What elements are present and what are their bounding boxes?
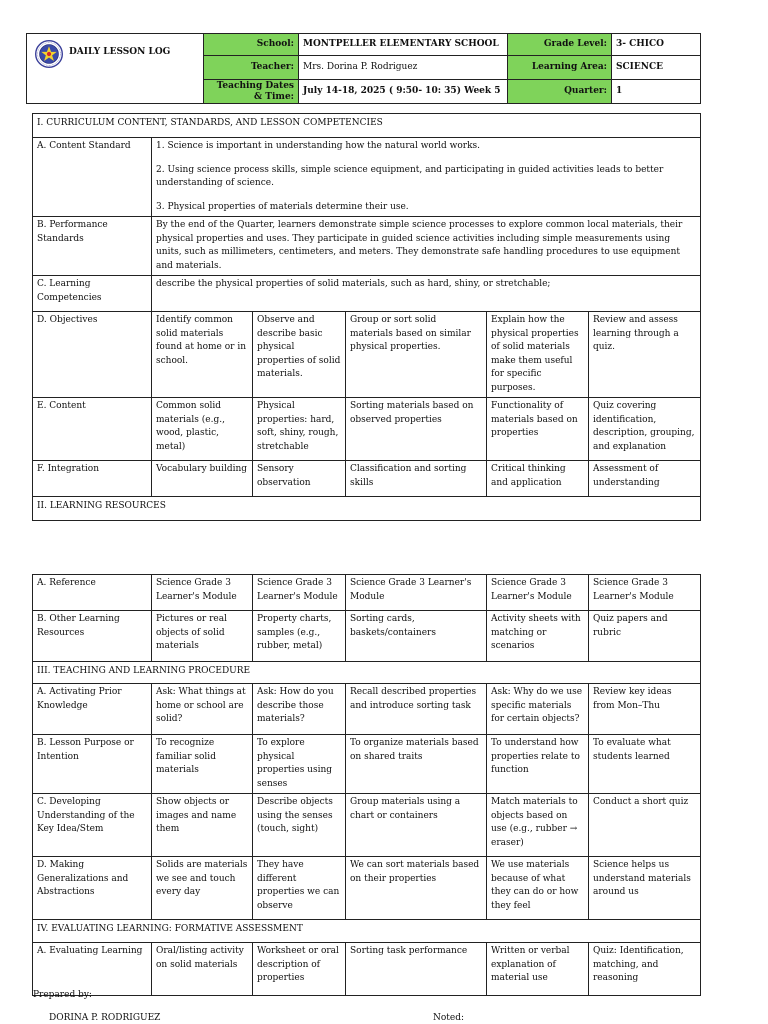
quarter-label: Quarter:	[508, 80, 612, 104]
teacher-value: Mrs. Dorina P. Rodriguez	[299, 56, 508, 80]
integration-day: Critical thinking and application	[487, 461, 589, 497]
performance-standards-label: B. Performance Standards	[33, 217, 152, 276]
other-resources-day: Pictures or real objects of solid materials	[152, 611, 253, 662]
evaluating-day: Written or verbal explanation of material use	[487, 943, 589, 996]
developing-day: Group materials using a chart or containers	[346, 794, 487, 857]
reference-day: Science Grade 3 Learner's Module	[589, 575, 701, 611]
section3-title: III. TEACHING AND LEARNING PROCEDURE	[33, 662, 701, 684]
reference-day: Science Grade 3 Learner's Module	[346, 575, 487, 611]
school-value: MONTPELLER ELEMENTARY SCHOOL	[299, 34, 508, 56]
teacher-label: Teacher:	[204, 56, 299, 80]
purpose-day: To organize materials based on shared traits	[346, 735, 487, 794]
developing-day: Show objects or images and name them	[152, 794, 253, 857]
other-resources-day: Sorting cards, baskets/containers	[346, 611, 487, 662]
grade-label: Grade Level:	[508, 34, 612, 56]
performance-standards-text: By the end of the Quarter, learners demonstrate simple science processes to explore common local materials, their physical properties and uses. They participate in guided science activities including simple measurements using units, such as millimeters, centimeters, and meters. They demonstrate safe handling procedures to use equipment and materials.	[152, 217, 701, 276]
purpose-day: To evaluate what students learned	[589, 735, 701, 794]
activating-day: Ask: Why do we use specific materials for certain objects?	[487, 684, 589, 735]
section2-title: II. LEARNING RESOURCES	[33, 497, 701, 521]
content-day: Quiz covering identification, description, grouping, and explanation	[589, 398, 701, 461]
evaluating-day: Sorting task performance	[346, 943, 487, 996]
activating-day: Recall described properties and introduce sorting task	[346, 684, 487, 735]
generalizations-day: Solids are materials we see and touch every day	[152, 857, 253, 920]
developing-day: Match materials to objects based on use (e.g., rubber → eraser)	[487, 794, 589, 857]
activating-day: Review key ideas from Mon–Thu	[589, 684, 701, 735]
developing-label: C. Developing Understanding of the Key Idea/Stem	[33, 794, 152, 857]
lesson-table-part1	[32, 113, 701, 521]
objectives-label: D. Objectives	[33, 312, 152, 398]
integration-day: Vocabulary building	[152, 461, 253, 497]
integration-day: Assessment of understanding	[589, 461, 701, 497]
integration-day: Classification and sorting skills	[346, 461, 487, 497]
area-value: SCIENCE	[612, 56, 701, 80]
lesson-table-part2	[32, 574, 701, 996]
prepared-by-label: Prepared by:	[33, 990, 92, 1000]
header-table	[26, 33, 701, 104]
dates-label: Teaching Dates & Time:	[204, 80, 299, 104]
deped-seal-icon	[35, 40, 63, 68]
evaluating-day: Quiz: Identification, matching, and reasoning	[589, 943, 701, 996]
quarter-value: 1	[612, 80, 701, 104]
other-resources-label: B. Other Learning Resources	[33, 611, 152, 662]
integration-label: F. Integration	[33, 461, 152, 497]
developing-day: Describe objects using the senses (touch, sight)	[253, 794, 346, 857]
logo-title: DAILY LESSON LOG	[69, 47, 171, 57]
activating-day: Ask: How do you describe those materials?	[253, 684, 346, 735]
evaluating-day: Worksheet or oral description of properties	[253, 943, 346, 996]
purpose-day: To understand how properties relate to function	[487, 735, 589, 794]
activating-day: Ask: What things at home or school are solid?	[152, 684, 253, 735]
reference-day: Science Grade 3 Learner's Module	[253, 575, 346, 611]
objective-day: Explain how the physical properties of solid materials make them useful for specific purposes.	[487, 312, 589, 398]
content-day: Common solid materials (e.g., wood, plastic, metal)	[152, 398, 253, 461]
objective-day: Identify common solid materials found at home or in school.	[152, 312, 253, 398]
school-label: School:	[204, 34, 299, 56]
area-label: Learning Area:	[508, 56, 612, 80]
content-standard-item: 1. Science is important in understanding how the natural world works.	[156, 141, 481, 151]
content-day: Functionality of materials based on properties	[487, 398, 589, 461]
logo-cell	[27, 34, 204, 104]
noted-label: Noted:	[433, 1013, 465, 1023]
developing-day: Conduct a short quiz	[589, 794, 701, 857]
generalizations-day: We can sort materials based on their properties	[346, 857, 487, 920]
evaluating-day: Oral/listing activity on solid materials	[152, 943, 253, 996]
reference-label: A. Reference	[33, 575, 152, 611]
content-standard-text	[152, 138, 701, 217]
objective-day: Review and assess learning through a quiz.	[589, 312, 701, 398]
content-day: Sorting materials based on observed properties	[346, 398, 487, 461]
section1-title: I. CURRICULUM CONTENT, STANDARDS, AND LESSON COMPETENCIES	[33, 114, 701, 138]
preparer-name: DORINA P. RODRIGUEZ	[49, 1013, 161, 1023]
evaluating-label: A. Evaluating Learning	[33, 943, 152, 996]
generalizations-day: They have different properties we can observe	[253, 857, 346, 920]
content-standard-item: 3. Physical properties of materials determine their use.	[156, 201, 409, 212]
purpose-label: B. Lesson Purpose or Intention	[33, 735, 152, 794]
reference-day: Science Grade 3 Learner's Module	[487, 575, 589, 611]
competencies-label: C. Learning Competencies	[33, 276, 152, 312]
other-resources-day: Activity sheets with matching or scenarios	[487, 611, 589, 662]
purpose-day: To explore physical properties using senses	[253, 735, 346, 794]
content-label: E. Content	[33, 398, 152, 461]
objective-day: Observe and describe basic physical properties of solid materials.	[253, 312, 346, 398]
other-resources-day: Property charts, samples (e.g., rubber, metal)	[253, 611, 346, 662]
dates-value: July 14-18, 2025 ( 9:50- 10: 35) Week 5	[299, 80, 508, 104]
generalizations-label: D. Making Generalizations and Abstractions	[33, 857, 152, 920]
integration-day: Sensory observation	[253, 461, 346, 497]
objective-day: Group or sort solid materials based on similar physical properties.	[346, 312, 487, 398]
content-standard-label: A. Content Standard	[33, 138, 152, 217]
reference-day: Science Grade 3 Learner's Module	[152, 575, 253, 611]
activating-label: A. Activating Prior Knowledge	[33, 684, 152, 735]
section4-title: IV. EVALUATING LEARNING: FORMATIVE ASSESSMENT	[33, 920, 701, 943]
generalizations-day: Science helps us understand materials around us	[589, 857, 701, 920]
other-resources-day: Quiz papers and rubric	[589, 611, 701, 662]
generalizations-day: We use materials because of what they can do or how they feel	[487, 857, 589, 920]
content-day: Physical properties: hard, soft, shiny, rough, stretchable	[253, 398, 346, 461]
purpose-day: To recognize familiar solid materials	[152, 735, 253, 794]
content-standard-item: 2. Using science process skills, simple science equipment, and participating in guided activities leads to better understanding of science.	[156, 164, 664, 188]
grade-value: 3- CHICO	[612, 34, 701, 56]
competencies-text: describe the physical properties of solid materials, such as hard, shiny, or stretchable;	[152, 276, 701, 312]
